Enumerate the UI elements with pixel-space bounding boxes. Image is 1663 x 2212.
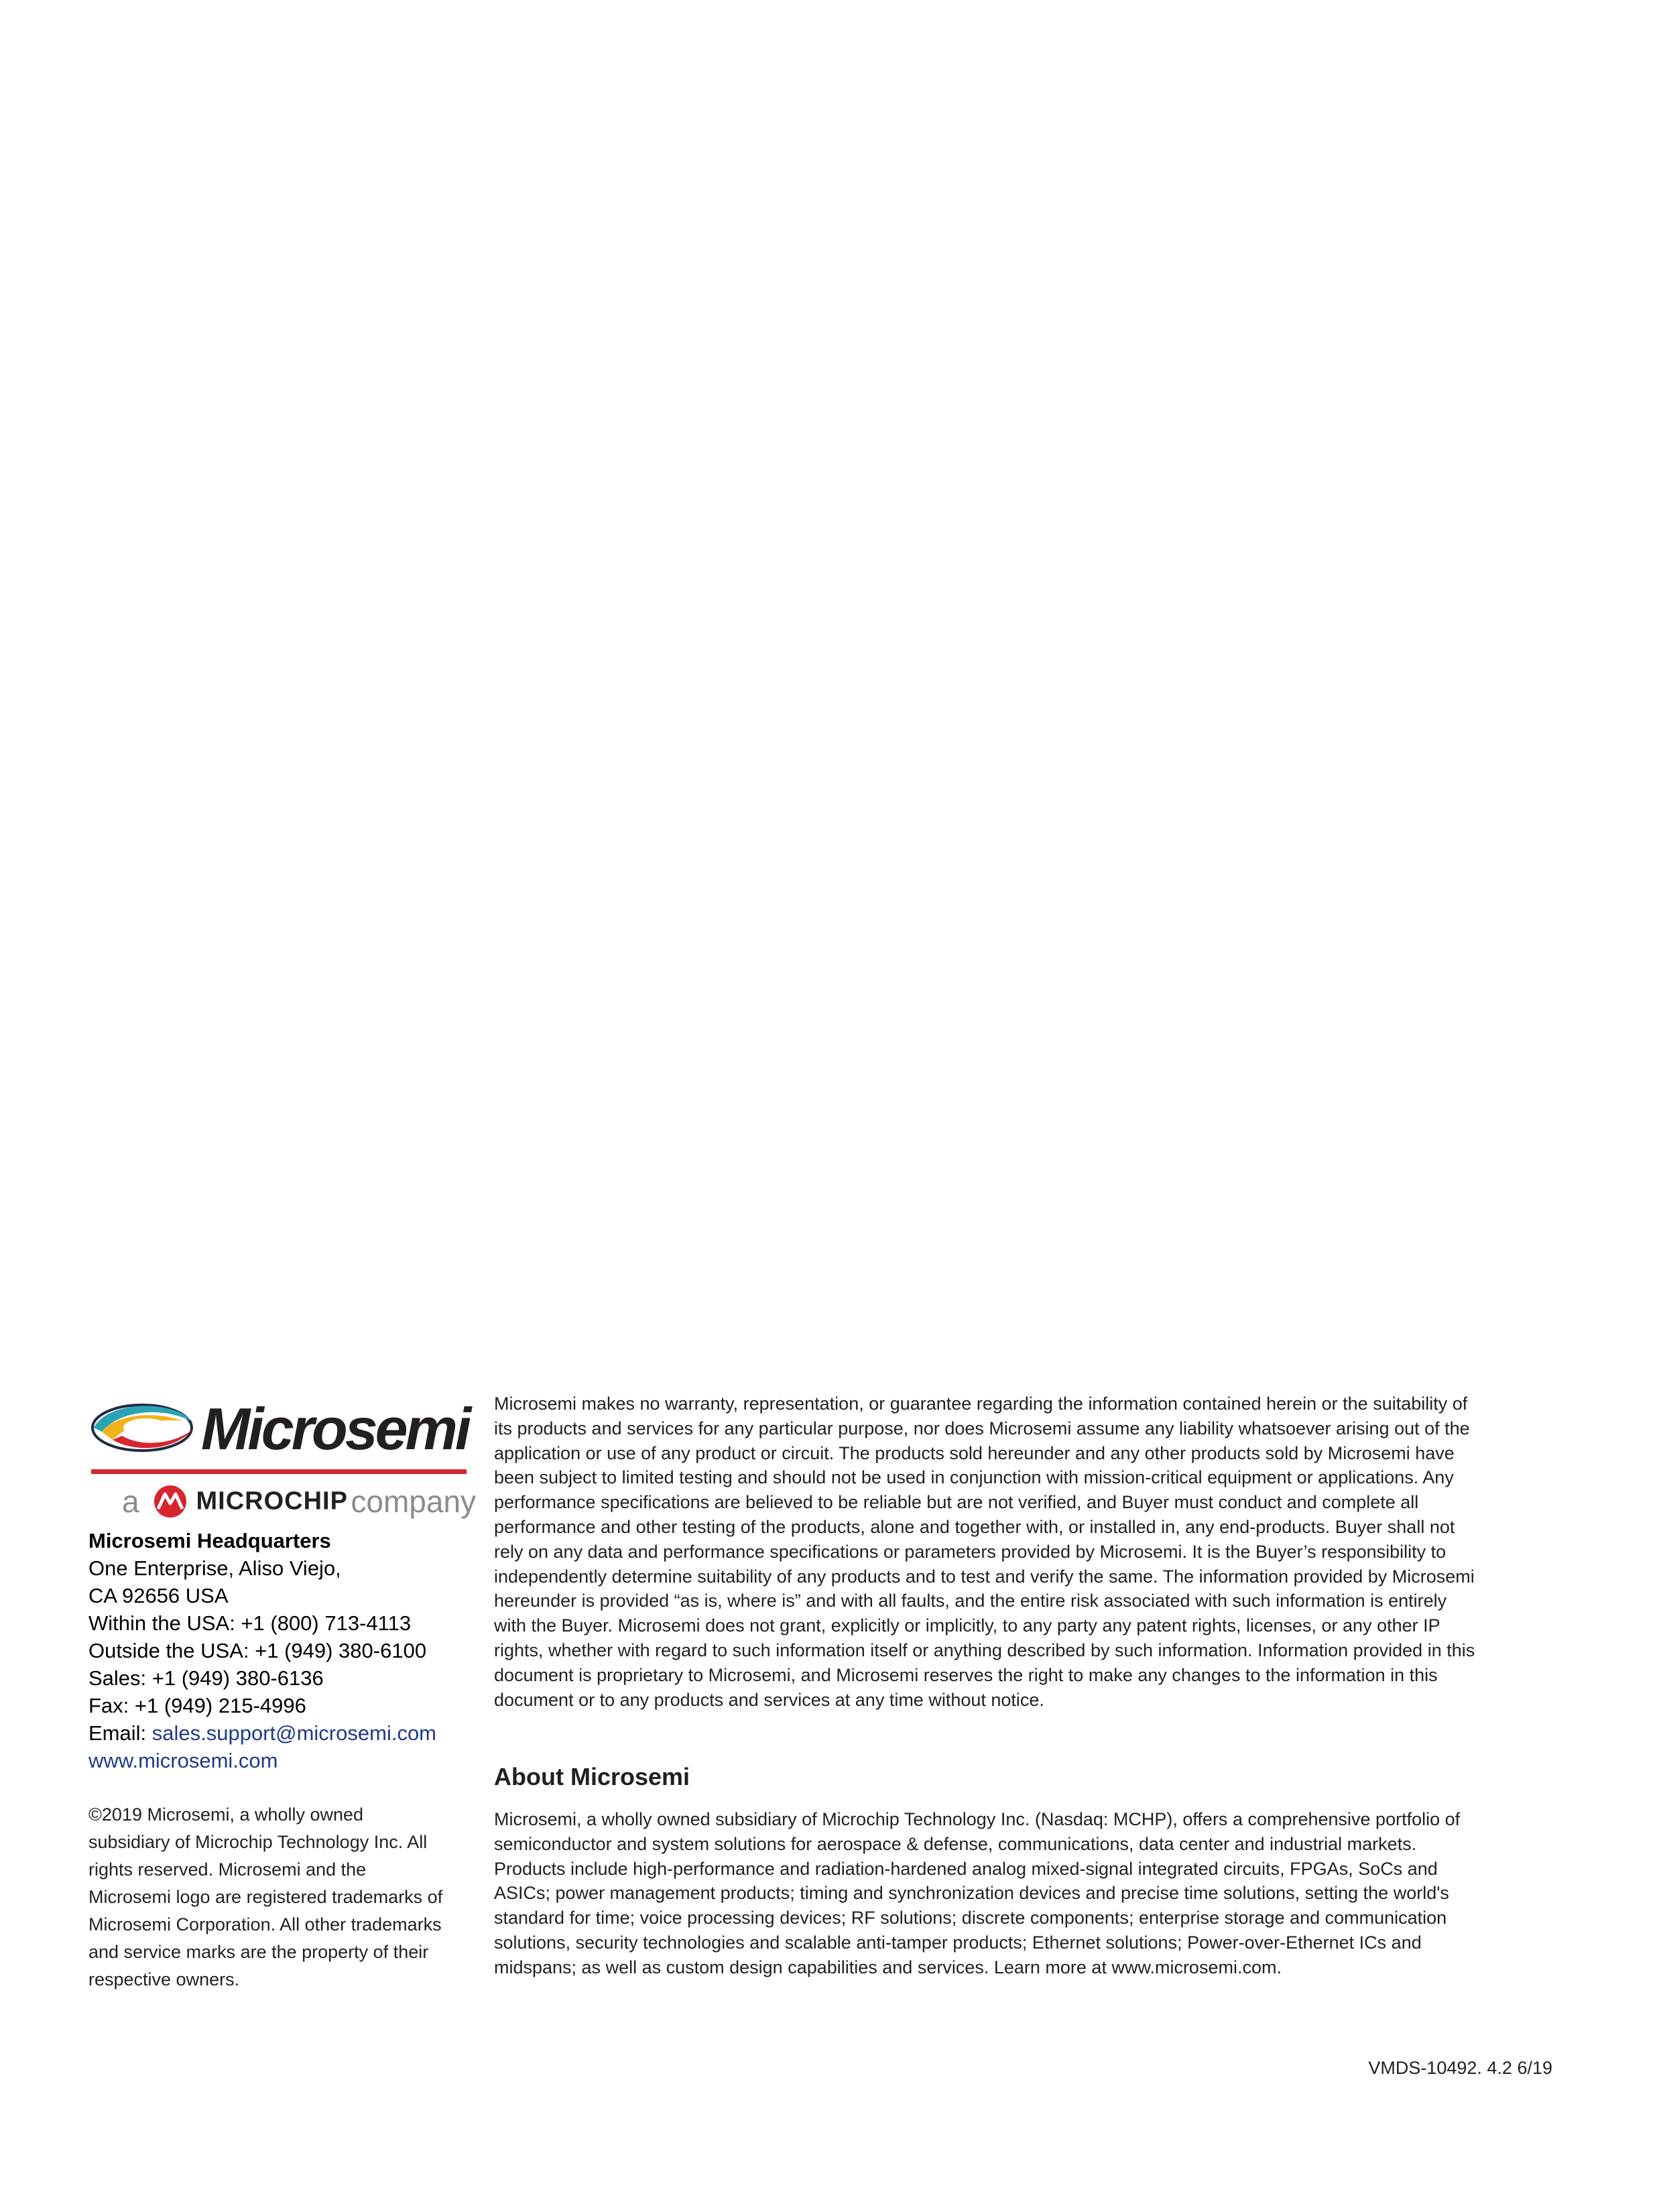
disclaimer-line: Microsemi makes no warranty, representation, or guarantee regarding the information contained herein or the suitability of [494, 1394, 1468, 1414]
disclaimer-line: performance specifications are believed to be reliable but are not verified, and Buyer must conduct and complete all [494, 1492, 1419, 1513]
phone-intl: Outside the USA: +1 (949) 380-6100 [88, 1639, 427, 1662]
about-line: standard for time; voice processing devices; RF solutions; discrete components; enterprise storage and communication [494, 1908, 1447, 1928]
email-label: Email: [88, 1721, 152, 1745]
disclaimer-paragraph [494, 1392, 1526, 1712]
disclaimer-line: hereunder is provided “as is, where is” and with all faults, and the entire risk associated with such information is entirely [494, 1591, 1447, 1611]
hq-title: Microsemi Headquarters [88, 1529, 331, 1552]
copyright-line: Microsemi Corporation. All other trademarks [88, 1914, 442, 1934]
disclaimer-line: document is proprietary to Microsemi, and Microsemi reserves the right to make any changes to the information in this [494, 1664, 1438, 1685]
email-link[interactable]: sales.support@microsemi.com [151, 1721, 437, 1745]
tagline-a: a [122, 1484, 139, 1519]
disclaimer-line: performance and other testing of the products, alone and together with, or installed in, any end-products. Buyer shall not [494, 1516, 1455, 1537]
about-line: midspans; as well as custom design capabilities and services. Learn more at www.microsemi.com. [494, 1957, 1282, 1977]
about-heading: About Microsemi [494, 1763, 690, 1790]
disclaimer-line: document or to any products and services at any time without notice. [494, 1689, 1044, 1710]
microchip-icon [151, 1485, 189, 1518]
tagline-company: company [351, 1484, 477, 1519]
disclaimer-line: rights, whether with regard to such information itself or anything described by such information. Information provided in this [494, 1640, 1475, 1660]
copyright-line: rights reserved. Microsemi and the [88, 1859, 367, 1880]
fax: Fax: +1 (949) 215-4996 [88, 1694, 306, 1717]
tagline-brand: MICROCHIP [196, 1487, 348, 1516]
copyright-line: respective owners. [88, 1969, 240, 1989]
copyright-line: and service marks are the property of their [88, 1942, 429, 1962]
disclaimer-line: rely on any data and performance specifications or parameters provided by Microsemi. It is the Buyer’s responsibility to [494, 1541, 1446, 1562]
disclaimer-line: with the Buyer. Microsemi does not grant, explicitly or implicitly, to any party any patent rights, licenses, or any other IP [494, 1615, 1440, 1636]
microchip-tagline [122, 1483, 476, 1522]
contact-block [88, 1527, 491, 1774]
website-link[interactable]: www.microsemi.com [88, 1749, 278, 1772]
disclaimer-line: independently determine suitability of any products and to test and verify the same. The information provided by Microsemi [494, 1566, 1475, 1587]
copyright-line: ©2019 Microsemi, a wholly owned [88, 1804, 364, 1825]
copyright-line: subsidiary of Microchip Technology Inc. All [88, 1832, 428, 1852]
about-line: Microsemi, a wholly owned subsidiary of Microchip Technology Inc. (Nasdaq: MCHP), offers a comprehensive portfolio of [494, 1809, 1461, 1829]
disclaimer-line: application or use of any product or circuit. The products sold hereunder and any other products sold by Microsemi have [494, 1442, 1455, 1463]
copyright-notice [88, 1801, 477, 1993]
microsemi-swoosh-icon [88, 1394, 199, 1461]
disclaimer-line: its products and services for any particular purpose, nor does Microsemi assume any liability whatsoever arising out of the [494, 1418, 1470, 1438]
address-line: CA 92656 USA [88, 1584, 229, 1607]
about-line: semiconductor and system solutions for aerospace & defense, communications, data center and industrial markets. [494, 1833, 1417, 1854]
address-line: One Enterprise, Aliso Viejo, [88, 1556, 341, 1580]
about-line: Products include high-performance and radiation-hardened analog mixed-signal integrated circuits, FPGAs, SoCs and [494, 1858, 1438, 1879]
about-line: ASICs; power management products; timing and synchronization devices and precise time solutions, setting the world's [494, 1883, 1449, 1904]
copyright-line: Microsemi logo are registered trademarks of [88, 1887, 443, 1907]
phone-sales: Sales: +1 (949) 380-6136 [88, 1666, 324, 1690]
logo-wordmark: Microsemi [201, 1396, 469, 1462]
disclaimer-line: been subject to limited testing and should not be used in conjunction with mission-critical equipment or applications. Any [494, 1467, 1454, 1488]
about-line: solutions, security technologies and scalable anti-tamper products; Ethernet solutions; Power-over-Ethernet ICs and [494, 1932, 1422, 1953]
document-id: VMDS-10492. 4.2 6/19 [1368, 2058, 1552, 2078]
about-paragraph [494, 1807, 1526, 1980]
phone-usa: Within the USA: +1 (800) 713-4113 [88, 1611, 412, 1635]
logo-divider [91, 1469, 467, 1474]
microsemi-logo [88, 1394, 477, 1522]
email-row [88, 1719, 491, 1747]
